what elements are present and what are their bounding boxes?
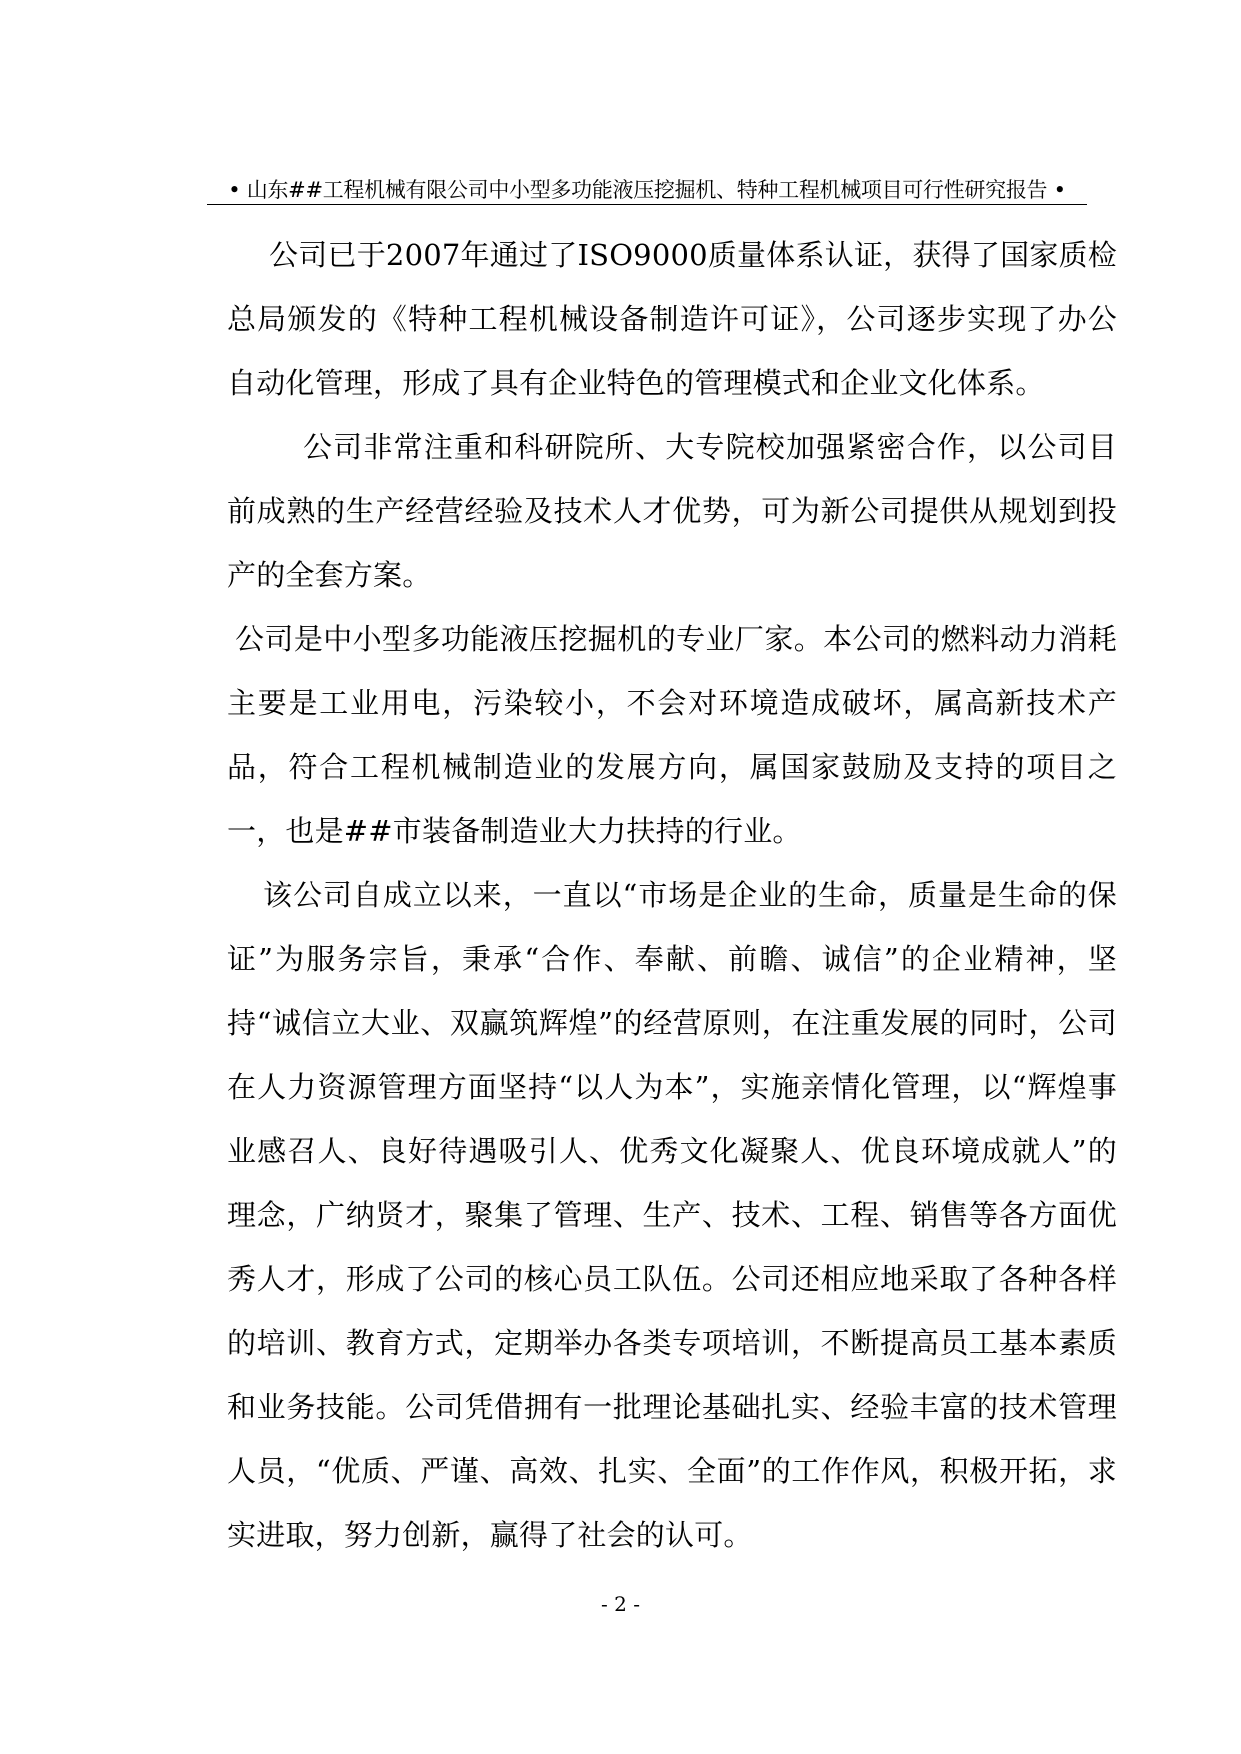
paragraph-cooperation: 公司非常注重和科研院所、大专院校加强紧密合作，以公司目前成熟的生产经营经验及技术人才优势，可为新公司提供从规划到投产的全套方案。: [227, 430, 1117, 592]
paragraph-company-culture: 该公司自成立以来，一直以“市场是企业的生命，质量是生命的保证”为服务宗旨，秉承“合作、奉献、前瞻、诚信”的企业精神，坚持“诚信立大业、双赢筑辉煌”的经营原则，在注重发展的同时，公司在人力资源管理方面坚持“以人为本”，实施亲情化管理，以“辉煌事业感召人、良好待遇吸引人、优秀文化凝聚人、优良环境成就人”的理念，广纳贤才，聚集了管理、生产、技术、工程、销售等各方面优秀人才，形成了公司的核心员工队伍。公司还相应地采取了各种各样的培训、教育方式，定期举办各类专项培训，不断提高员工基本素质和业务技能。公司凭借拥有一批理论基础扎实、经验丰富的技术管理人员，“优质、严谨、高效、扎实、全面”的工作作风，积极开拓，求实进取，努力创新，赢得了社会的认可。: [227, 878, 1117, 1552]
running-header: • 山东##工程机械有限公司中小型多功能液压挖掘机、特种工程机械项目可行性研究报告 •: [228, 178, 1066, 202]
paragraph-product: 公司是中小型多功能液压挖掘机的专业厂家。本公司的燃料动力消耗主要是工业用电，污染较小，不会对环境造成破坏，属高新技术产品，符合工程机械制造业的发展方向，属国家鼓励及支持的项目之一，也是##市装备制造业大力扶持的行业。: [227, 622, 1117, 848]
paragraph-certification: 公司已于2007年通过了ISO9000质量体系认证，获得了国家质检总局颁发的《特种工程机械设备制造许可证》，公司逐步实现了办公自动化管理，形成了具有企业特色的管理模式和企业文化体系。: [227, 238, 1117, 400]
header-rule: [207, 204, 1087, 205]
page-number: - 2 -: [601, 1592, 640, 1616]
